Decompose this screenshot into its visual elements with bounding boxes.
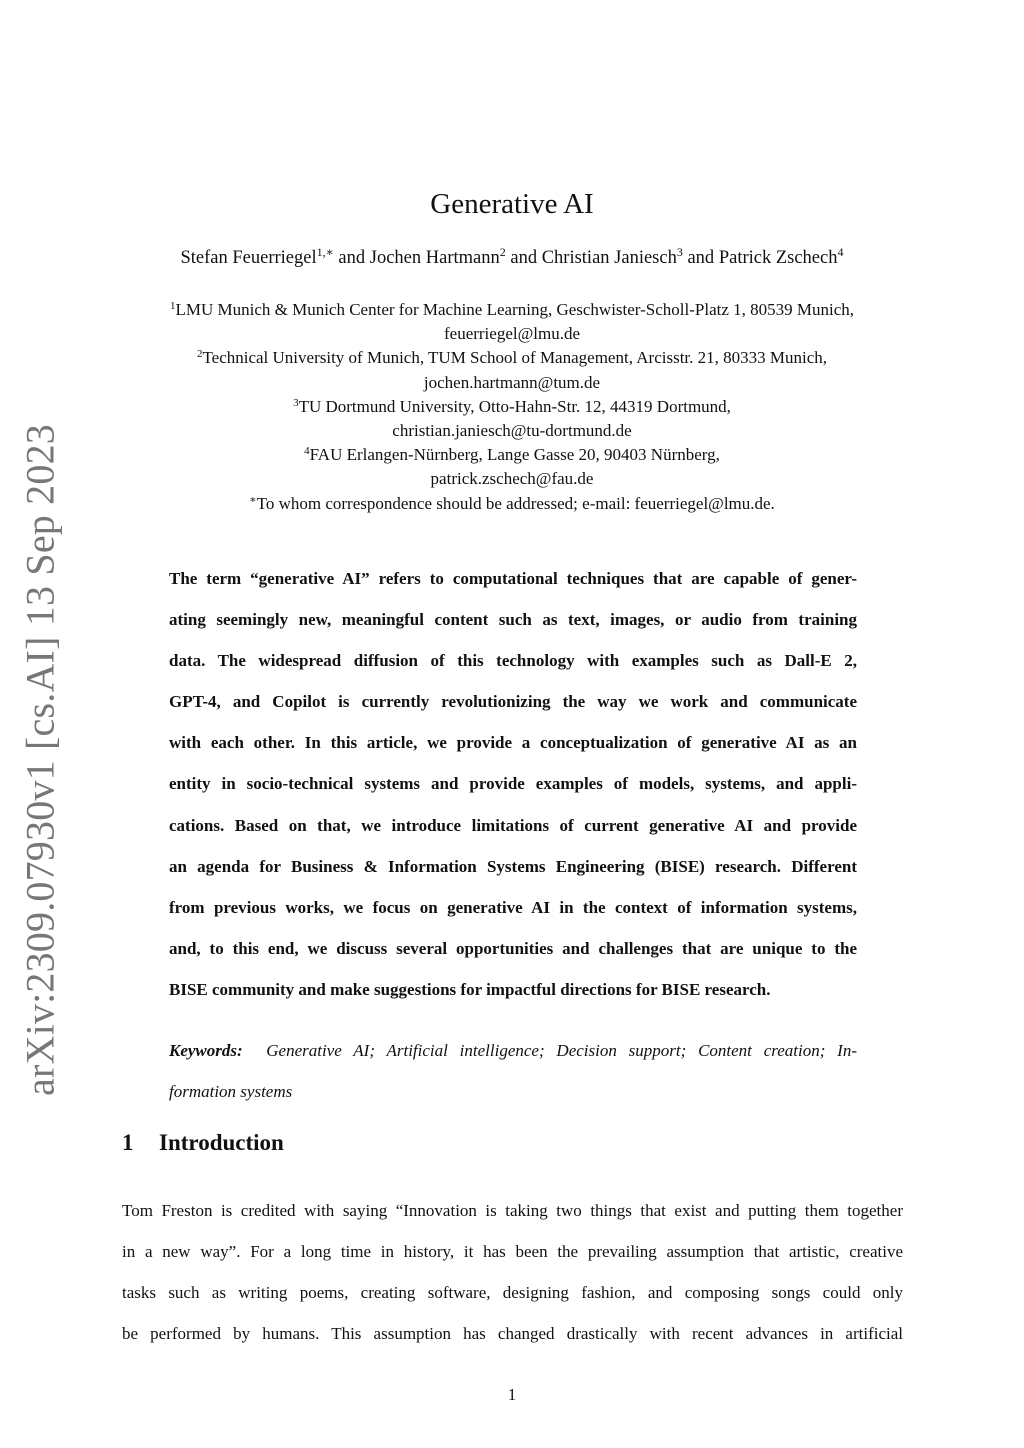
section-title: Introduction: [159, 1130, 284, 1155]
author-affil-mark: 2: [499, 245, 506, 259]
keywords-line: [169, 1030, 857, 1071]
abstract-line: ating seemingly new, meaningful content such as text, images, or audio from training: [169, 610, 857, 630]
affil-mark: 2: [196, 348, 203, 361]
keywords-line: [169, 1071, 857, 1112]
keywords-label: Keywords:: [169, 1041, 243, 1060]
keywords: [169, 1030, 857, 1112]
affiliation-email: jochen.hartmann@tum.de: [423, 372, 601, 392]
author-name: Jochen Hartmann: [369, 248, 500, 268]
section-number: 1: [122, 1130, 134, 1155]
body-line: in a new way”. For a long time in history, it has been the prevailing assumption that artistic, creative: [122, 1242, 903, 1261]
affil-text: Technical University of Munich, TUM School of Management, Arcisstr. 21, 80333 Munich,: [202, 348, 828, 368]
affil-mark: 4: [304, 445, 310, 458]
keywords-text: Generative AI; Artificial intelligence; Decision support; Content creation; In-: [266, 1041, 858, 1060]
affiliations: [0, 298, 1024, 516]
author-joiner: and: [510, 248, 538, 268]
author-affil-mark: 1,∗: [316, 245, 334, 259]
abstract-line: and, to this end, we discuss several opportunities and challenges that are unique to the: [169, 938, 857, 958]
abstract: [169, 558, 857, 1010]
body-line: tasks such as writing poems, creating software, designing fashion, and composing songs could only: [122, 1283, 903, 1302]
author-affil-mark: 4: [837, 245, 844, 259]
affil-mark: 1: [169, 300, 176, 312]
keywords-text: formation systems: [169, 1082, 293, 1101]
body-line: Tom Freston is credited with saying “Innovation is taking two things that exist and putting them together: [122, 1201, 903, 1220]
abstract-line: an agenda for Business & Information Systems Engineering (BISE) research. Different: [169, 856, 857, 876]
author-name: Christian Janiesch: [541, 248, 677, 268]
affiliation-email: patrick.zschech@fau.de: [430, 469, 594, 489]
affil-mark: 3: [293, 396, 299, 409]
abstract-line: GPT-4, and Copilot is currently revolutionizing the way we work and communicate: [169, 692, 857, 712]
author-joiner: and: [338, 248, 366, 268]
page-number: 1: [507, 1385, 517, 1404]
affiliation-email: feuerriegel@lmu.de: [443, 324, 580, 344]
abstract-line: entity in socio-technical systems and provide examples of models, systems, and appli-: [169, 774, 857, 794]
abstract-line: The term “generative AI” refers to computational techniques that are capable of gener-: [169, 569, 857, 588]
affiliation-email: christian.janiesch@tu-dortmund.de: [392, 421, 632, 441]
corr-text: To whom correspondence should be addressed; e-mail: feuerriegel@lmu.de.: [256, 493, 775, 513]
abstract-line: cations. Based on that, we introduce limitations of current generative AI and provide: [169, 815, 857, 835]
abstract-line: from previous works, we focus on generative AI in the context of information systems,: [169, 897, 857, 917]
affiliation-line: [0, 298, 1024, 322]
affiliation-line: [0, 443, 1024, 467]
body-line: be performed by humans. This assumption has changed drastically with recent advances in artificial: [122, 1324, 903, 1343]
correspondence-note: [0, 492, 1024, 516]
paper-title: Generative AI: [430, 188, 594, 220]
author-list: [0, 245, 1024, 269]
author-joiner: and: [687, 248, 715, 268]
abstract-line: BISE community and make suggestions for impactful directions for BISE research.: [169, 979, 771, 999]
affil-text: LMU Munich & Munich Center for Machine Learning, Geschwister-Scholl-Platz 1, 80539 Munich,: [175, 300, 855, 319]
corr-mark: ∗: [249, 493, 257, 506]
abstract-line: with each other. In this article, we provide a conceptualization of generative AI as an: [169, 733, 857, 753]
arxiv-stamp: arXiv:2309.07930v1 [cs.AI] 13 Sep 2023: [17, 424, 63, 1096]
author-affil-mark: 3: [676, 245, 683, 259]
body-text: [122, 1190, 903, 1354]
author-name: Patrick Zschech: [718, 248, 838, 268]
affil-text: FAU Erlangen-Nürnberg, Lange Gasse 20, 90403 Nürnberg,: [309, 445, 720, 465]
affiliation-line: [0, 395, 1024, 419]
affiliation-line: [0, 346, 1024, 370]
abstract-line: data. The widespread diffusion of this technology with examples such as Dall-E 2,: [169, 651, 857, 671]
section-heading: [122, 1130, 284, 1156]
affil-text: TU Dortmund University, Otto-Hahn-Str. 12, 44319 Dortmund,: [298, 396, 731, 416]
author-name: Stefan Feuerriegel: [180, 248, 317, 268]
